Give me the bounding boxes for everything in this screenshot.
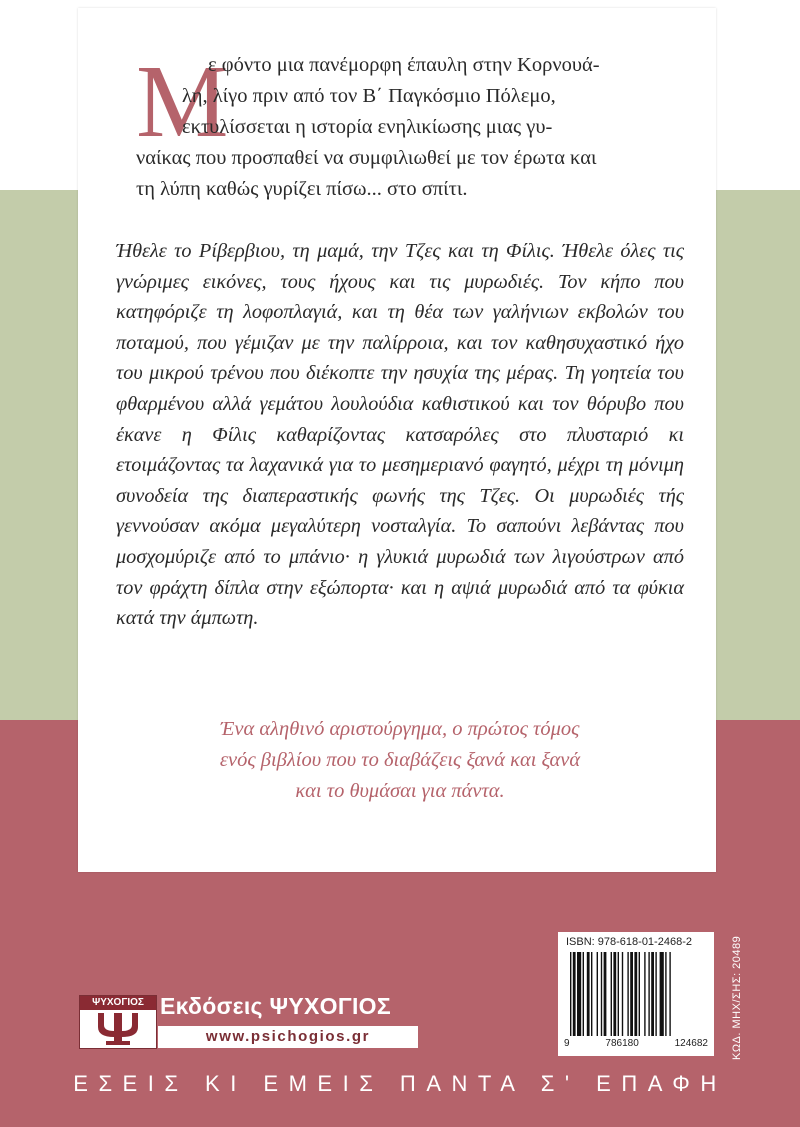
barcode-bar [577, 952, 581, 1036]
barcode-bar [570, 952, 571, 1036]
barcode-bar [622, 952, 623, 1036]
barcode-bar [597, 952, 598, 1036]
barcode-bar [601, 952, 602, 1036]
quote-line: και το θυμάσαι για πάντα. [295, 780, 505, 802]
barcode-icon [570, 952, 702, 1036]
barcode-bar [618, 952, 619, 1036]
machine-code: ΚΩΔ. ΜΗΧ/ΣΗΣ: 20489 [731, 935, 743, 1060]
quote-line: Ένα αληθινό αριστούργημα, ο πρώτος τόμος [220, 718, 580, 740]
barcode-digit-group: 124682 [674, 1038, 708, 1049]
barcode-bar [665, 952, 666, 1036]
barcode-digits [564, 1038, 708, 1049]
intro-line: τη λύπη καθώς γυρίζει πίσω... στο σπίτι. [136, 178, 468, 200]
body-text: Ήθελε το Ρίβερβιου, τη μαμά, την Τζες και τη Φίλις. Ήθελε όλες τις γνώριμες εικόνες, τους ήχους και τις μυρωδιές. Τον κήπο που κατηφόριζε τη λοφοπλαγιά, και τη θέα των γαλήνιων εκβολών του ποταμού, που γέμιζαν με την παλίρροια, και τον καθησυχαστικό ήχο του μικρού τρένου που διέκοπτε την ησυχία της μέρας. Τη γοητεία του φθαρμένου αλλά γεμάτου λουλούδια καθιστικού και τον θόρυβο που έκανε η Φίλις καθαρίζοντας κατσαρόλες στο πλυσταριό κι ετοιμάζοντας τα λαχανικά για το μεσημεριανό φαγητό, μέχρι τη μόνιμη συνοδεία της διαπεραστικής φωνής της Τζες. Οι μυρωδιές τής γεννούσαν ακόμα μεγαλύτερη νοσταλγία. Το σαπούνι λεβάντας που μοσχομύριζε από το μπάνιο· η γλυκιά μυρωδιά των λιγούστρων από τον φράχτη δίπλα στην εξώπορτα· και η αψιά μυρωδιά από τα φύκια κατά την άμπωτη. [116, 240, 684, 630]
barcode-bar [648, 952, 649, 1036]
intro-line: ε φόντο μια πανέμορφη έπαυλη στην Κορνουά- [208, 54, 600, 76]
drop-cap: Μ [136, 44, 229, 159]
barcode-bar [644, 952, 645, 1036]
barcode-bar [587, 952, 590, 1036]
pull-quote [116, 714, 684, 807]
quote-line: ενός βιβλίου που το διαβάζεις ξανά και ξανά [219, 749, 581, 771]
publisher-name: Εκδόσεις ΨΥΧΟΓΙΟΣ [160, 993, 391, 1019]
barcode-bar [655, 952, 656, 1036]
barcode-bar [651, 952, 654, 1036]
barcode-box [558, 932, 714, 1056]
logo-label: ΨΥΧΟΓΙΟΣ [80, 996, 156, 1010]
barcode-bar [591, 952, 592, 1036]
publisher-slogan: ΕΣΕΙΣ ΚΙ ΕΜΕΙΣ ΠΑΝΤΑ Σ' ΕΠΑΦΗ [73, 1071, 727, 1096]
body-paragraph [116, 236, 684, 634]
barcode-bar [630, 952, 633, 1036]
barcode-bar [660, 952, 664, 1036]
barcode-bar [583, 952, 584, 1036]
barcode-bar [634, 952, 637, 1036]
barcode-bar [613, 952, 616, 1036]
barcode-bar [639, 952, 640, 1036]
barcode-bar [627, 952, 628, 1036]
barcode-bar [573, 952, 576, 1036]
barcode-bar [611, 952, 612, 1036]
barcode-digit-group: 786180 [605, 1038, 639, 1049]
intro-line: λη, λίγο πριν από τον Β΄ Παγκόσμιο Πόλεμο, [182, 85, 556, 107]
intro-line: ναίκας που προσπαθεί να συμφιλιωθεί με τον έρωτα και [136, 147, 597, 169]
isbn-label: ISBN: 978-618-01-2468-2 [566, 936, 692, 948]
intro-line: εκτυλίσσεται η ιστορία ενηλικίωσης μιας γυ- [182, 116, 553, 138]
intro-paragraph [136, 50, 686, 205]
psi-logo-icon [94, 1011, 142, 1047]
publisher-url[interactable]: www.psichogios.gr [158, 1026, 418, 1048]
publisher-logo [79, 995, 157, 1049]
barcode-bar [604, 952, 607, 1036]
barcode-digit-group: 9 [564, 1038, 570, 1049]
barcode-bar [669, 952, 670, 1036]
text-panel [78, 8, 716, 872]
